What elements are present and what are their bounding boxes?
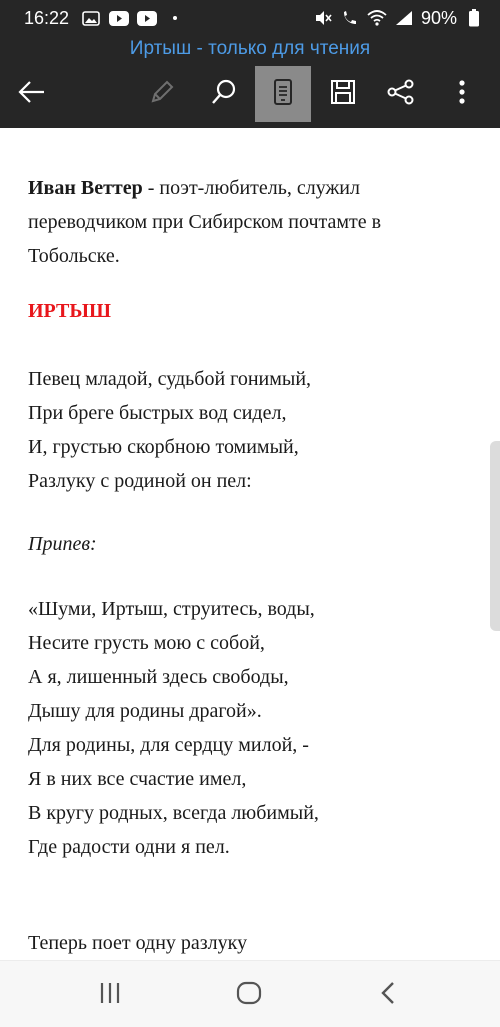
poem-line: В кругу родных, всегда любимый, (28, 802, 319, 824)
wifi-icon (367, 10, 387, 26)
document-title: Иртыш - только для чтения (129, 38, 371, 59)
dot-icon (165, 10, 185, 26)
mobile-view-button[interactable] (255, 66, 311, 122)
poem-line: Где радости одни я пел. (28, 836, 230, 858)
more-options-button[interactable] (434, 66, 490, 122)
battery-icon (464, 10, 484, 26)
home-button[interactable] (219, 975, 279, 1015)
poem-line: Разлуку с родиной он пел: (28, 470, 252, 492)
refrain-label: Припев: (28, 533, 97, 555)
poem-line: И, грустью скорбною томимый, (28, 436, 299, 458)
poem-line: Певец младой, судьбой гонимый, (28, 368, 312, 390)
mobile-view-icon (273, 78, 293, 111)
edit-button[interactable] (134, 66, 190, 122)
save-icon (330, 79, 356, 110)
author-paragraph (28, 171, 468, 273)
mute-icon (313, 10, 333, 26)
home-icon (236, 981, 262, 1010)
poem-line: При бреге быстрых вод сидел, (28, 402, 287, 424)
nav-back-button[interactable] (358, 975, 418, 1015)
scrollbar-handle[interactable] (490, 441, 500, 631)
poem-line: Несите грусть мою с собой, (28, 632, 265, 654)
navigation-bar (0, 960, 500, 1027)
back-button[interactable] (4, 66, 60, 122)
more-icon (458, 79, 466, 110)
stanza-2 (28, 592, 478, 728)
status-time: 16:22 (24, 7, 70, 28)
poem-line: А я, лишенный здесь свободы, (28, 666, 289, 688)
back-icon (379, 981, 397, 1010)
author-name: Иван Веттер (28, 177, 143, 199)
poem-line: Для родины, для сердцу милой, - (28, 734, 309, 756)
poem-heading: ИРТЫШ (28, 300, 111, 322)
edit-icon (149, 79, 175, 110)
toolbar (0, 64, 500, 124)
poem-line: Теперь поет одну разлуку (28, 932, 248, 954)
youtube-icon (109, 10, 129, 26)
wifi-calling-icon (340, 10, 360, 26)
back-icon (18, 80, 46, 109)
save-button[interactable] (315, 66, 371, 122)
stanza-4 (28, 926, 478, 960)
share-icon (387, 79, 415, 110)
poem-line: «Шуми, Иртыш, струитесь, воды, (28, 598, 315, 620)
status-bar (0, 0, 500, 36)
app-bar (0, 36, 500, 128)
poem-line: Я в них все счастие имел, (28, 768, 247, 790)
search-icon (211, 79, 237, 110)
recents-button[interactable] (80, 975, 140, 1015)
signal-icon (394, 10, 414, 26)
recents-icon (98, 982, 122, 1009)
search-button[interactable] (196, 66, 252, 122)
poem-line: Дышу для родины драгой». (28, 700, 262, 722)
share-button[interactable] (373, 66, 429, 122)
youtube-icon (137, 10, 157, 26)
stanza-1 (28, 362, 478, 498)
stanza-3 (28, 728, 478, 864)
author-description: - поэт-любитель, служил переводчиком при Сибирском почтамте в Тобольске. (28, 177, 382, 267)
document-content[interactable] (0, 128, 500, 960)
battery-percent: 90% (420, 7, 457, 28)
image-icon (81, 10, 101, 26)
